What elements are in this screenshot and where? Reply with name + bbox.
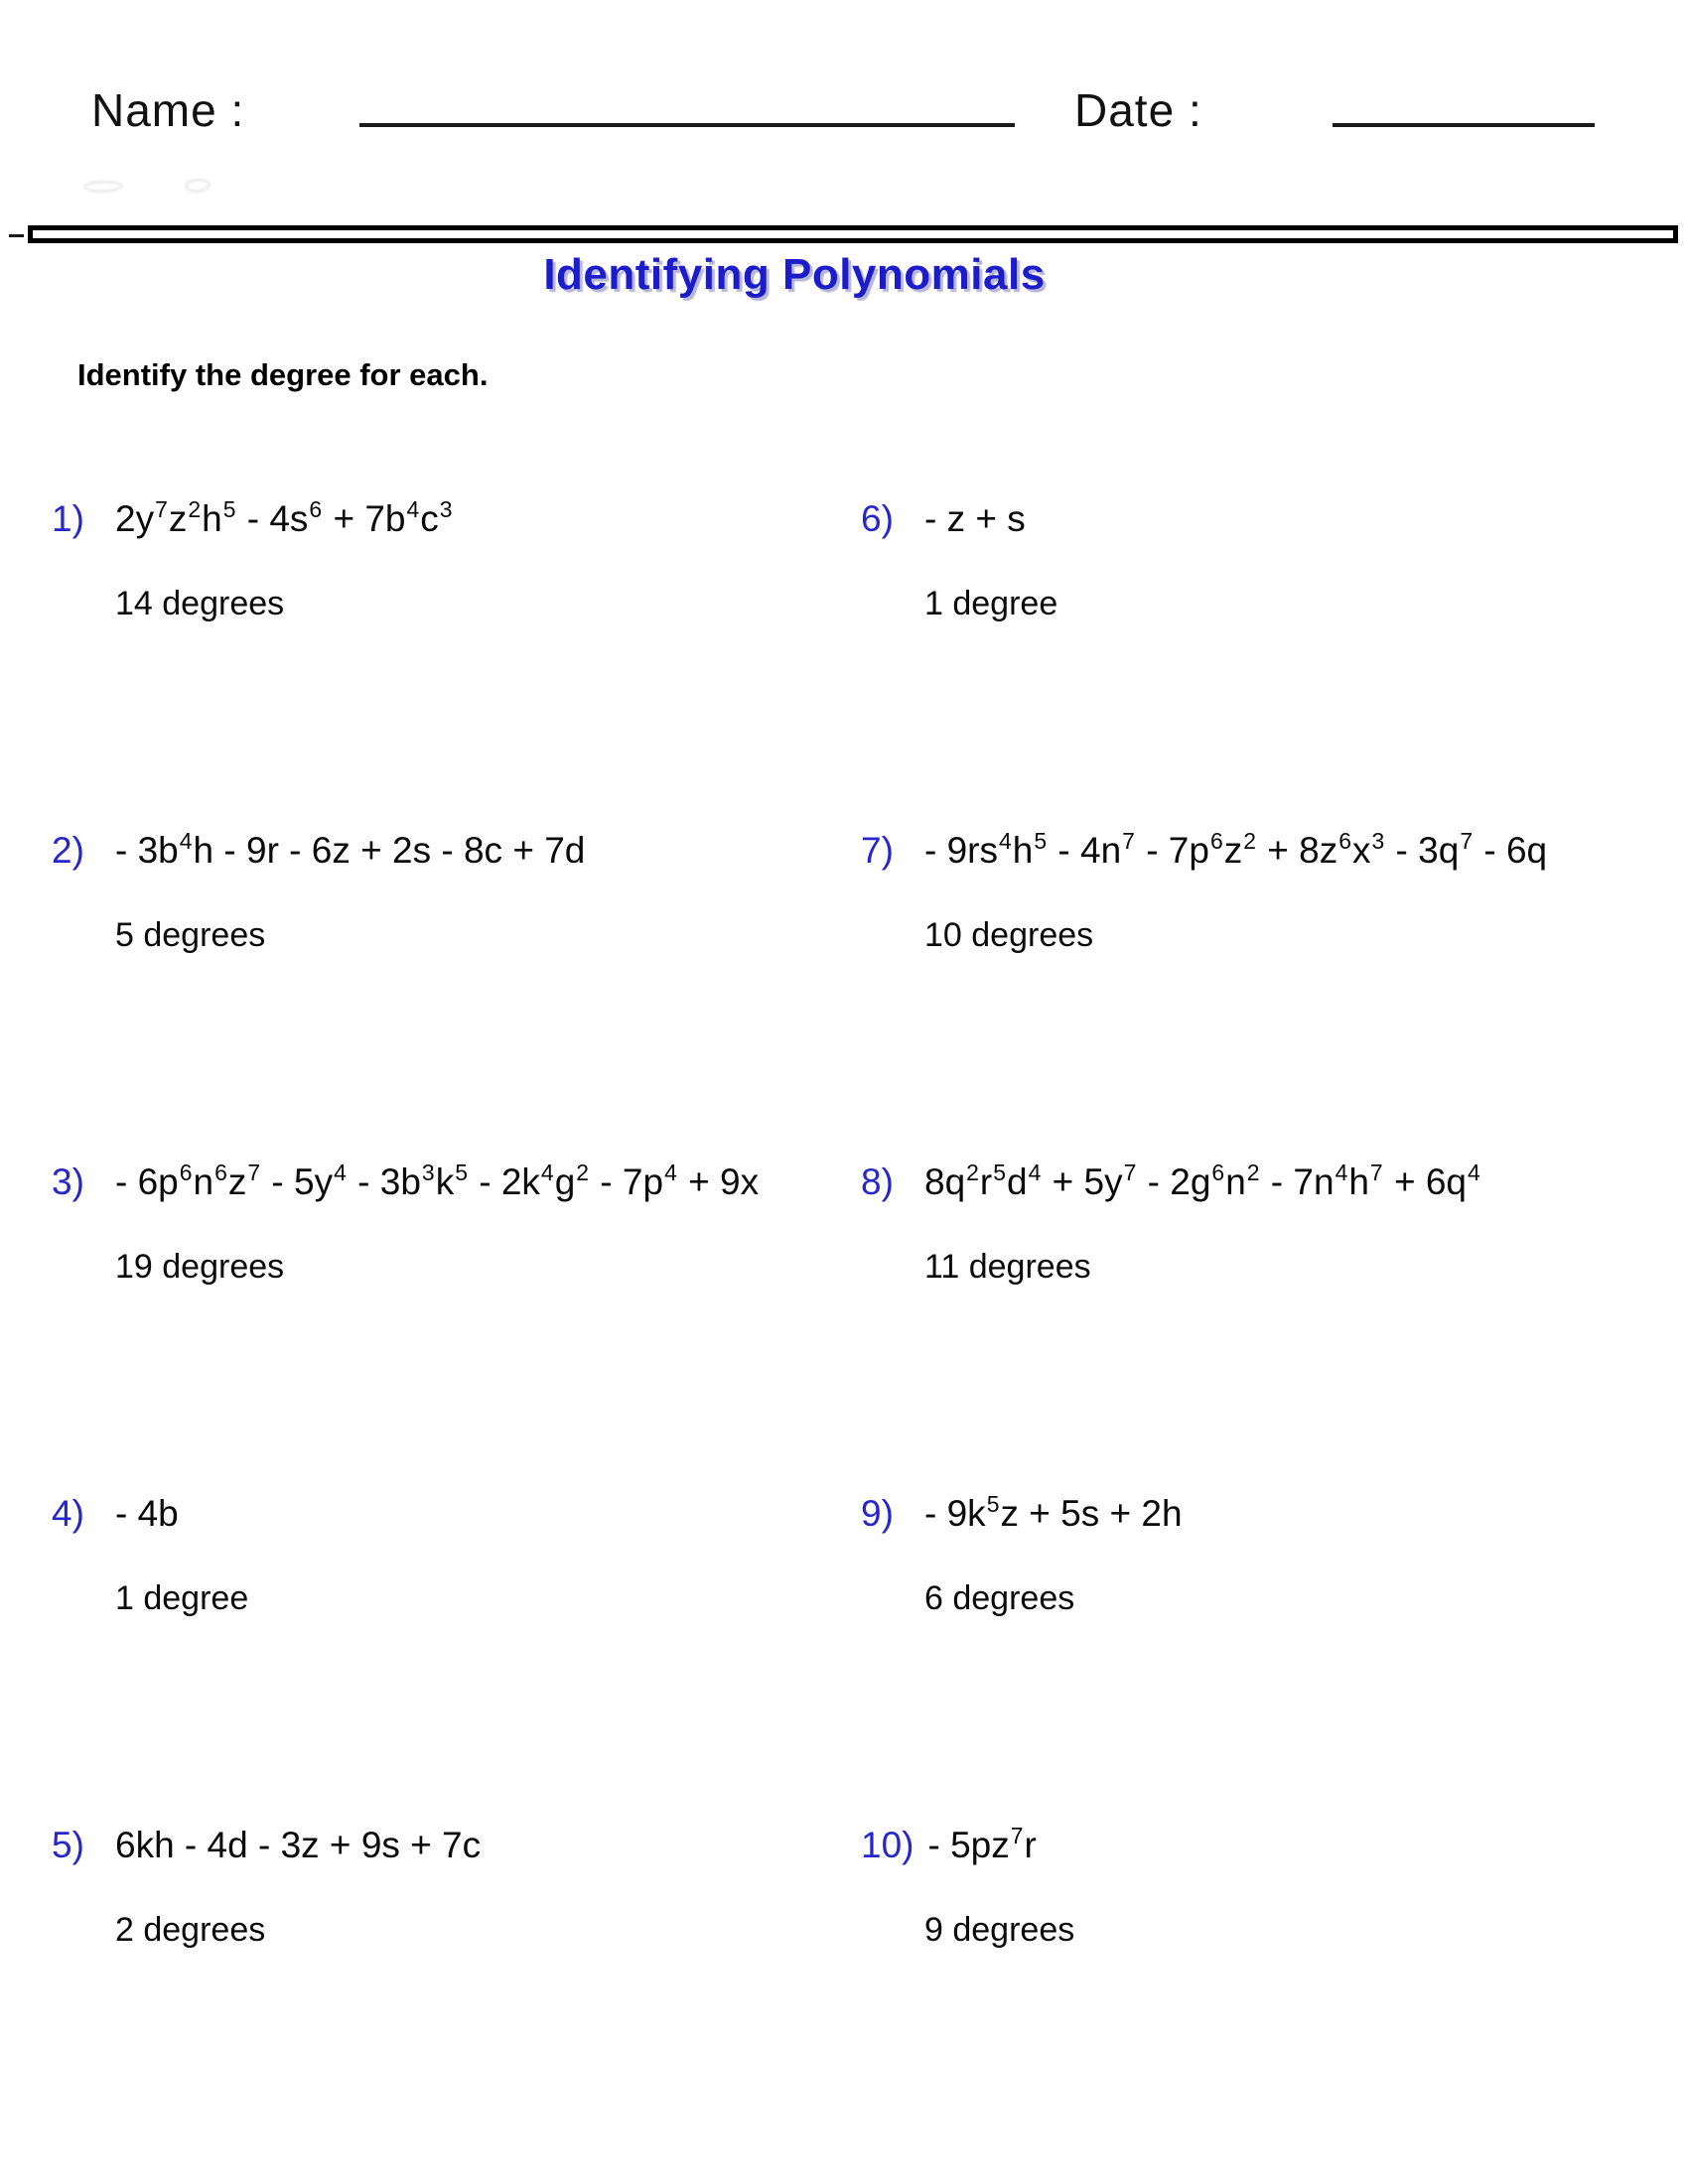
problem-expression: $8q^2r^5d^4 + 5y^7 - 2g^6n^2 - 7n^4h^7 + 6q^4$ [924,1159,1480,1202]
problem-expression: 6kh - 4d - 3z + 9s + 7c [115,1825,482,1865]
page-title: Identifying Polynomials [543,250,1046,299]
problem-answer: 14 degrees [115,584,285,622]
problem-number: 7) [861,830,894,871]
problem-row [849,1148,1658,1479]
problem-answer: 10 degrees [924,915,1094,954]
problem-expression: - $9rs^4h^5 - 4n^7 - 7p^6z^2 + 8z^6x^3 - 3q^7 - 6q$ [924,827,1548,871]
problem-row [849,484,1658,816]
problem-expression: - $5pz^7r$ [927,1822,1037,1865]
problem-answer: 5 degrees [115,915,266,954]
date-blank-line [1333,123,1595,127]
problem-number: 2) [52,830,84,871]
horizontal-double-rule [28,225,1678,243]
problem-answer: 1 degree [924,584,1058,622]
problem-expression: - 4b [115,1493,179,1534]
problem-row [849,1479,1658,1811]
problem-answer: 1 degree [115,1578,249,1617]
problem-answer: 9 degrees [924,1910,1075,1949]
problem-answer: 11 degrees [924,1247,1091,1286]
problems-grid [40,484,1658,2142]
problem-number: 4) [52,1493,84,1534]
problem-answer: 2 degrees [115,1910,266,1949]
problem-number: 3) [52,1161,84,1202]
problem-number: 10) [861,1825,914,1865]
problem-row [849,1811,1658,2142]
problem-row [40,1479,849,1811]
problem-expression: $2y^7z^2h^5 - 4s^6 + 7b^4c^3$ [115,495,453,539]
problem-row [40,1811,849,2142]
instruction-text: Identify the degree for each. [77,357,489,392]
problem-expression: - $9k^5z + 5s + 2h$ [924,1490,1183,1534]
problem-number: 6) [861,498,894,539]
date-label: Date : [1074,84,1202,136]
problem-row [40,1148,849,1479]
problem-row [40,484,849,816]
problem-number: 8) [861,1161,894,1202]
faint-print-artifact [83,177,214,197]
problem-number: 5) [52,1825,84,1865]
problem-answer: 6 degrees [924,1578,1075,1617]
problem-row [40,816,849,1148]
rule-left-dash [9,234,24,237]
name-blank-line [359,123,1015,127]
problem-expression: - z + s [924,498,1026,539]
problem-expression: - $3b^4h - 9r - 6z + 2s - 8c + 7d$ [115,827,586,871]
problem-row [849,816,1658,1148]
name-label: Name : [91,84,245,136]
problem-expression: - $6p^6n^6z^7 - 5y^4 - 3b^3k^5 - 2k^4g^2 - 7p^4 + 9x$ [115,1159,760,1202]
problem-number: 9) [861,1493,894,1534]
problem-answer: 19 degrees [115,1247,285,1286]
problem-number: 1) [52,498,84,539]
